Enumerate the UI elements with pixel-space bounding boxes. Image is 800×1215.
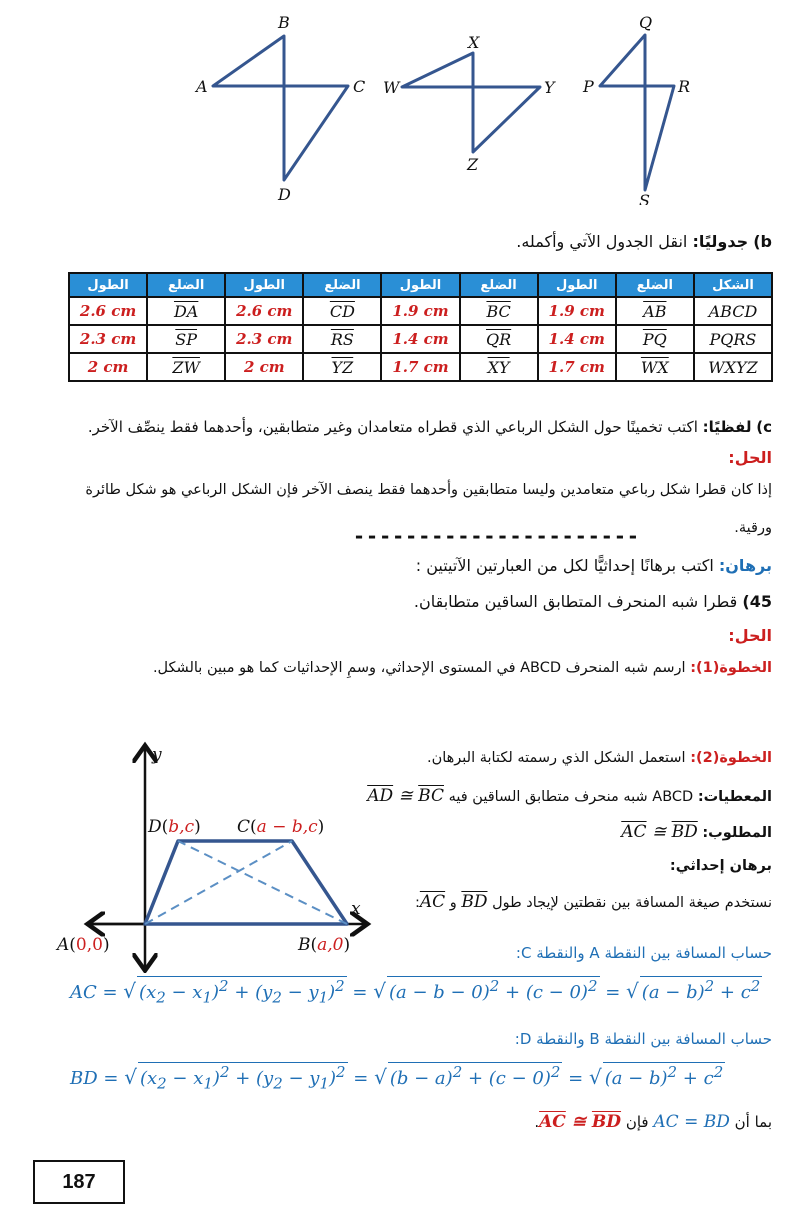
given-text: ABCD شبه منحرف متطابق الساقين فيه (448, 789, 694, 805)
part-c-solution-line2: ورقية. (734, 520, 772, 536)
table-cell: $\overline{YZ}$ (303, 353, 381, 381)
kite1-bottom-label: D (278, 185, 291, 204)
th-length-1: الطول (538, 273, 616, 297)
kite3-left-label: P (583, 77, 594, 96)
th-side-1: الضلع (616, 273, 694, 297)
th-length-3: الطول (225, 273, 303, 297)
required-line (621, 822, 772, 842)
table-cell: 2.3 cm (69, 325, 147, 353)
table-cell: $\overline{SP}$ (147, 325, 225, 353)
given-math: $\overline{AD}$ ≅ $\overline{BC}$ (367, 786, 444, 806)
x-axis-label: x (351, 899, 361, 919)
coord-proof-line: نستخدم صيغة المسافة بين نقطتين لإيجاد طول $\overline{BD}$ و $\overline{AC}$: (414, 892, 772, 912)
conclusion-eq: AC = BD (653, 1112, 730, 1132)
question-45-line (414, 592, 772, 611)
table-cell: $\overline{XY}$ (460, 353, 538, 381)
part-c-solution-line1: إذا كان قطرا شكل رباعي متعامدين وليسا متطابقين وأحدهما فقط ينصف الآخر فإن الشكل الرباعي هو شكل طائرة (85, 482, 772, 498)
kite3-right-label: R (678, 77, 691, 96)
part-b-text: انقل الجدول الآتي وأكمله. (516, 232, 688, 251)
diagonal-ac (145, 841, 292, 924)
kite2-left-label: W (383, 78, 400, 97)
part-b-line (516, 232, 772, 251)
th-side-3: الضلع (303, 273, 381, 297)
point-b-label: B(a,0) (298, 935, 351, 955)
required-math: $\overline{AC}$ ≅ $\overline{BD}$ (621, 822, 698, 842)
table-cell: $\overline{QR}$ (460, 325, 538, 353)
th-shape: الشكل (694, 273, 772, 297)
trapezoid-abcd (145, 841, 347, 924)
question-number: 45) (742, 592, 772, 611)
table-row (69, 353, 772, 381)
th-length-4: الطول (69, 273, 147, 297)
coord-proof-seg2: $\overline{AC}$ (419, 892, 446, 912)
table-cell: $\overline{CD}$ (303, 297, 381, 325)
kite1-left-label: A (196, 77, 208, 96)
formula-bd: BD = √ $(x_2 - x_1)^2 + (y_2 - y_1)^2$ = √ $(b - a)^2 + (c - 0)^2$ = √ $(a - b)^2 + c^2$ (70, 1063, 724, 1093)
table-cell: 2.6 cm (69, 297, 147, 325)
table-cell: ABCD (694, 297, 772, 325)
table-cell: 2.6 cm (225, 297, 303, 325)
table-cell: 1.4 cm (381, 325, 459, 353)
kite1-top-label: B (278, 13, 290, 32)
part-b-heading: جدوليًا: (692, 232, 749, 251)
step1-line (153, 660, 772, 676)
conclusion-line: بما أن AC = BD فإن $\overline{AC}$ ≅ $\overline{BD}$. (534, 1112, 772, 1132)
point-d-label: D(b,c) (148, 817, 201, 837)
table-cell: 1.4 cm (538, 325, 616, 353)
coord-proof-and: و (449, 895, 457, 911)
th-side-2: الضلع (460, 273, 538, 297)
coord-proof-text: نستخدم صيغة المسافة بين نقطتين لإيجاد طول (492, 895, 772, 911)
proof-heading-text: اكتب برهانًا إحداثيًّا لكل من العبارتين الآتيتين : (415, 556, 714, 575)
page-number-box (33, 1160, 125, 1204)
table-cell: 1.9 cm (381, 297, 459, 325)
part-c-line (88, 418, 772, 436)
calc-bd-label: حساب المسافة بين النقطة B والنقطة D: (514, 1030, 772, 1048)
given-line (367, 786, 772, 806)
table-cell: 1.7 cm (381, 353, 459, 381)
kite-wxyz (402, 53, 540, 152)
required-label: المطلوب: (702, 825, 772, 841)
kite-abcd (213, 36, 348, 180)
table-cell: WXYZ (694, 353, 772, 381)
table-cell: $\overline{ZW}$ (147, 353, 225, 381)
point-c-label: C(a − b,c) (237, 817, 325, 837)
formula-ac: AC = √ $(x_2 - x_1)^2 + (y_2 - y_1)^2$ = √ $(a - b - 0)^2 + (c - 0)^2$ = √ $(a - b)^2 + c^2$ (70, 977, 761, 1007)
table-header-row (69, 273, 772, 297)
coord-proof-seg1: $\overline{BD}$ (461, 892, 488, 912)
proof-heading: برهان: (718, 556, 772, 575)
kite-pqrs (600, 35, 674, 190)
table-cell: $\overline{RS}$ (303, 325, 381, 353)
th-length-2: الطول (381, 273, 459, 297)
table-cell: $\overline{PQ}$ (616, 325, 694, 353)
kites-figure (190, 10, 710, 205)
proof-heading-line (416, 556, 772, 575)
table-cell: $\overline{WX}$ (616, 353, 694, 381)
conclusion-prefix: بما أن (734, 1113, 772, 1131)
kite3-top-label: Q (639, 13, 653, 32)
table-row (69, 297, 772, 325)
proof-solution-label: الحل: (728, 626, 772, 645)
part-c-heading: لفظيًا: (702, 418, 752, 436)
th-side-4: الضلع (147, 273, 225, 297)
page-number: 187 (62, 1170, 96, 1193)
kite3-bottom-label: S (639, 191, 650, 205)
table-cell: 1.7 cm (538, 353, 616, 381)
kite1-right-label: C (353, 77, 366, 96)
conclusion-then: فإن (625, 1113, 649, 1131)
calc-ac-label: حساب المسافة بين النقطة A والنقطة C: (515, 944, 772, 962)
part-b-label: b) (753, 232, 772, 251)
coord-proof-label: برهان إحداثي: (669, 858, 772, 874)
given-label: المعطيات: (697, 789, 772, 805)
part-c-label: c) (756, 418, 772, 436)
table-cell: 1.9 cm (538, 297, 616, 325)
step2-label: الخطوة(2): (690, 750, 772, 766)
step1-text: ارسم شبه المنحرف ABCD في المستوى الإحداثي، وسمِ الإحداثيات كما هو مبين بالشكل. (152, 660, 686, 676)
kite2-right-label: Y (544, 78, 555, 97)
question-text: قطرا شبه المنحرف المتطابق الساقين متطابقان. (413, 592, 738, 611)
conclusion-result: $\overline{AC}$ ≅ $\overline{BD}$ (539, 1112, 622, 1132)
point-a-label: A(0,0) (57, 935, 110, 955)
separator-dashes: ---------------------- (353, 524, 640, 548)
table-cell: 2.3 cm (225, 325, 303, 353)
table-cell: $\overline{BC}$ (460, 297, 538, 325)
table-row (69, 325, 772, 353)
table-cell: $\overline{DA}$ (147, 297, 225, 325)
kite2-bottom-label: Z (467, 155, 479, 174)
kite2-top-label: X (468, 33, 480, 52)
step2-line (427, 750, 772, 766)
trapezoid-figure (55, 738, 385, 973)
table-cell: 2 cm (225, 353, 303, 381)
table-cell: 2 cm (69, 353, 147, 381)
completion-table (68, 272, 773, 382)
table-cell: $\overline{AB}$ (616, 297, 694, 325)
table-cell: PQRS (694, 325, 772, 353)
part-c-text: اكتب تخمينًا حول الشكل الرباعي الذي قطراه متعامدان وغير متطابقين، وأحدهما فقط ينصِّف الآخر. (87, 418, 698, 436)
y-axis-label: y (152, 745, 162, 765)
step2-text: استعمل الشكل الذي رسمته لكتابة البرهان. (426, 750, 686, 766)
diagonal-bd (178, 841, 347, 924)
step1-label: الخطوة(1): (690, 660, 772, 676)
part-c-solution-label: الحل: (728, 448, 772, 467)
